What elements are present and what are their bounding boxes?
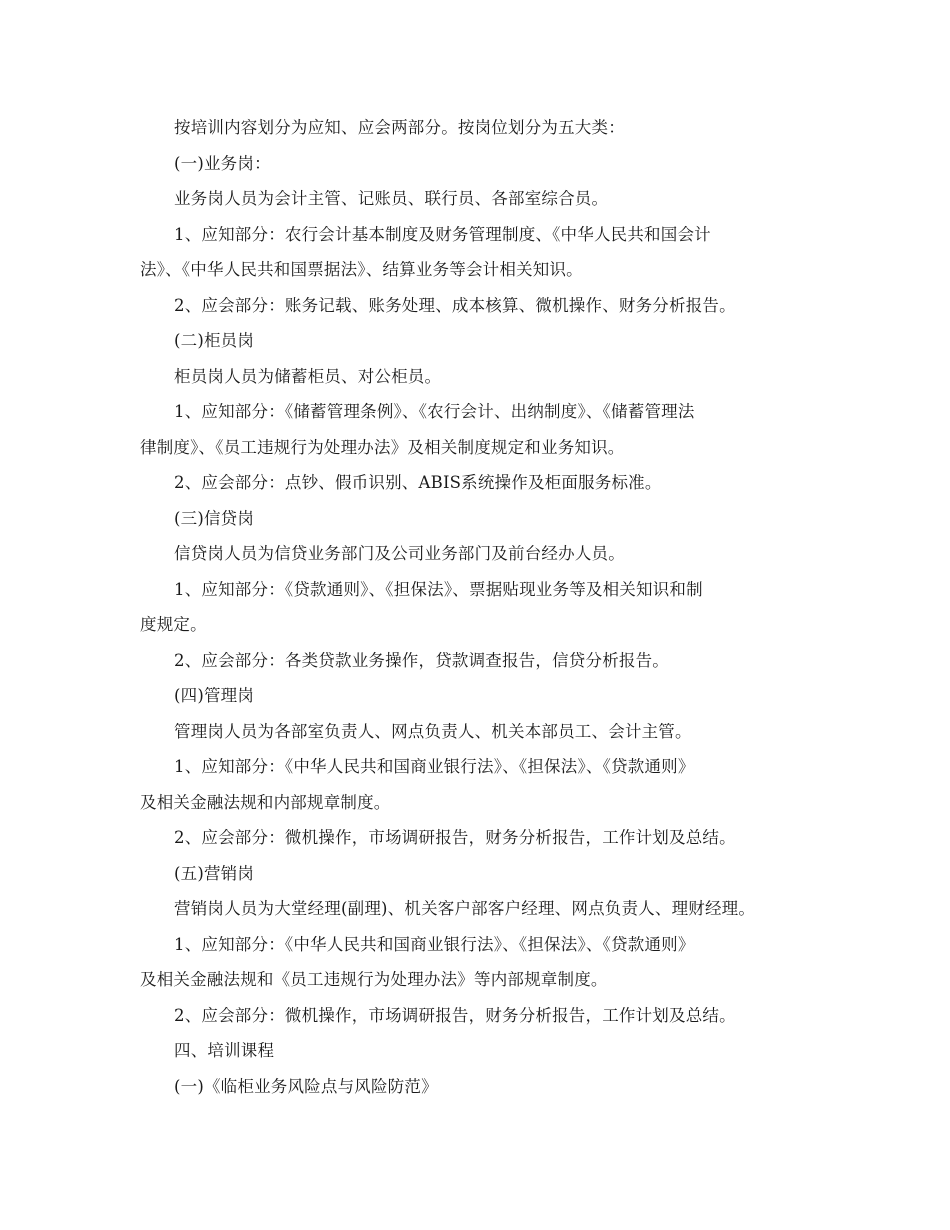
paragraph-line: 管理岗人员为各部室负责人、网点负责人、机关本部员工、会计主管。 (174, 721, 692, 741)
paragraph-line: 1、应知部分：《中华人民共和国商业银行法》、《担保法》、《贷款通则》 (174, 934, 695, 954)
paragraph-line: 及相关金融法规和内部规章制度。 (140, 792, 391, 812)
document-body (140, 118, 800, 1112)
paragraph-line: 柜员岗人员为储蓄柜员、对公柜员。 (174, 366, 442, 386)
paragraph-line: 2、应会部分：微机操作，市场调研报告，财务分析报告，工作计划及总结。 (174, 828, 736, 847)
paragraph-line: 信贷岗人员为信贷业务部门及公司业务部门及前台经办人员。 (174, 544, 625, 563)
paragraph-line: 四、培训课程 (174, 1041, 275, 1060)
paragraph-line: 业务岗人员为会计主管、记账员、联行员、各部室综合员。 (174, 189, 609, 208)
paragraph-line: (一)业务岗： (174, 153, 271, 173)
paragraph-line: (二)柜员岗 (174, 331, 255, 350)
paragraph-line: 及相关金融法规和《员工违规行为处理办法》等内部规章制度。 (140, 970, 608, 989)
paragraph-line: 2、应会部分：各类贷款业务操作，贷款调查报告，信贷分析报告。 (174, 650, 669, 670)
paragraph-line: 2、应会部分：点钞、假币识别、ABIS系统操作及柜面服务标准。 (174, 473, 662, 492)
paragraph-line: 律制度》、《员工违规行为处理办法》及相关制度规定和业务知识。 (140, 437, 625, 457)
paragraph-line: 法》、《中华人民共和国票据法》、结算业务等会计相关知识。 (140, 260, 583, 279)
paragraph-line: 按培训内容划分为应知、应会两部分。按岗位划分为五大类： (174, 118, 625, 137)
paragraph-line: 2、应会部分：微机操作，市场调研报告，财务分析报告，工作计划及总结。 (174, 1005, 736, 1025)
paragraph-line: 营销岗人员为大堂经理(副理)、机关客户部客户经理、网点负责人、理财经理。 (174, 899, 756, 918)
paragraph-line: (三)信贷岗 (174, 508, 255, 528)
paragraph-line: (四)管理岗 (174, 686, 255, 705)
paragraph-line: (五)营销岗 (174, 863, 255, 883)
paragraph-line: 2、应会部分：账务记载、账务处理、成本核算、微机操作、财务分析报告。 (174, 295, 736, 315)
paragraph-line: (一)《临柜业务风险点与风险防范》 (174, 1076, 438, 1096)
paragraph-line: 1、应知部分：农行会计基本制度及财务管理制度、《中华人民共和国会计 (174, 224, 711, 244)
paragraph-line: 1、应知部分：《贷款通则》、《担保法》、票据贴现业务等及相关知识和制 (174, 579, 703, 599)
paragraph-line: 1、应知部分：《储蓄管理条例》、《农行会计、出纳制度》、《储蓄管理法 (174, 402, 695, 421)
paragraph-line: 1、应知部分：《中华人民共和国商业银行法》、《担保法》、《贷款通则》 (174, 757, 695, 776)
paragraph-line: 度规定。 (140, 615, 207, 634)
